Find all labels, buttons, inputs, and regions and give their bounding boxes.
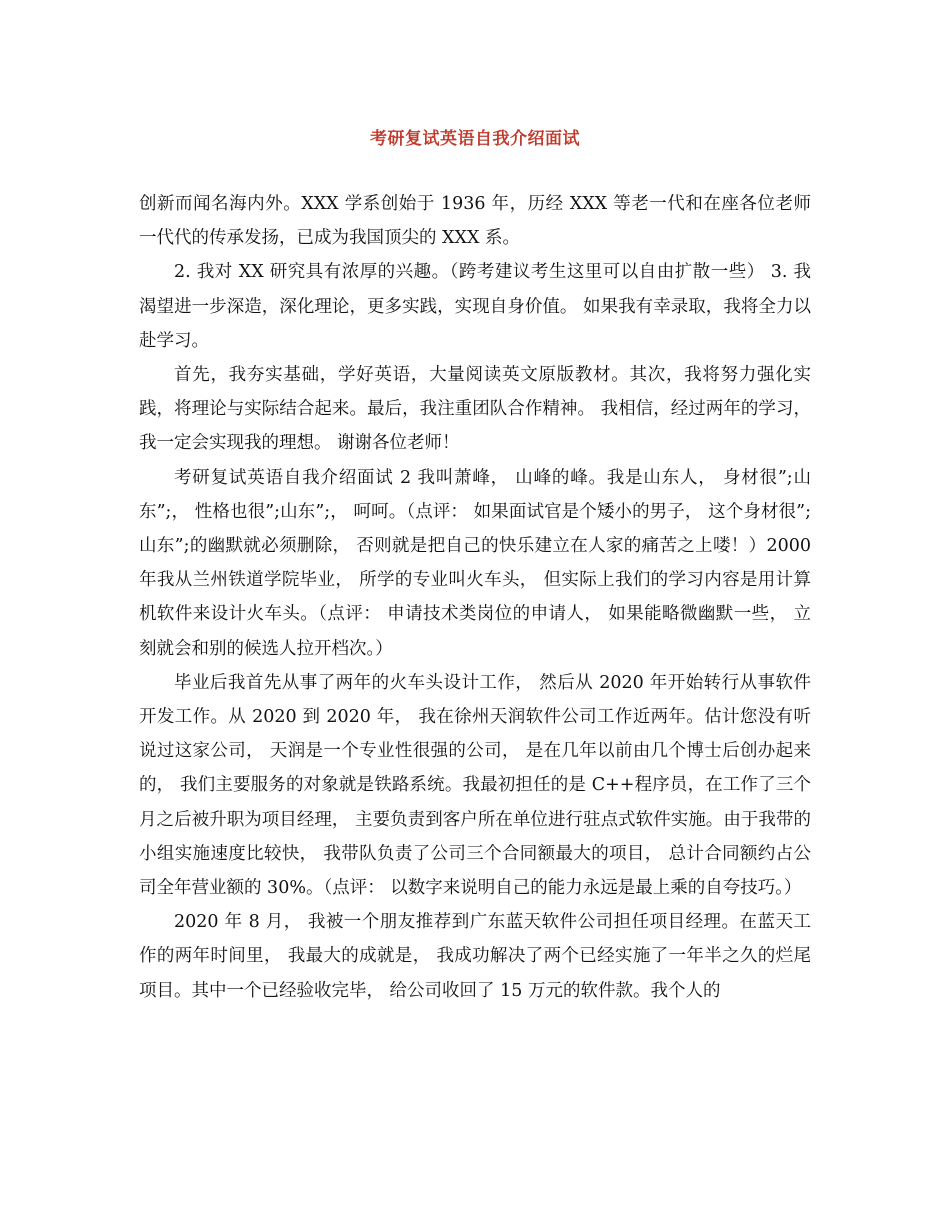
document-body (139, 187, 811, 1008)
paragraph-3: 首先，我夯实基础，学好英语，大量阅读英文原版教材。其次，我将努力强化实践，将理论与实际结合起来。最后，我注重团队合作精神。 我相信，经过两年的学习，我一定会实现我的理想。 谢谢各位老师！ (139, 365, 811, 454)
document-title: 考研复试英语自我介绍面试 (370, 129, 580, 149)
paragraph-5: 毕业后我首先从事了两年的火车头设计工作， 然后从 2020 年开始转行从事软件开发工作。从 2020 到 2020 年， 我在徐州天润软件公司工作近两年。估计您没有听说过这家公司， 天润是一个专业性很强的公司， 是在几年以前由几个博士后创办起来的， 我们主要服务的对象就是铁路系统。我最初担任的是 C++程序员，在工作了三个月之后被升职为项目经理， 主要负责到客户所在单位进行驻点式软件实施。由于我带的小组实施速度比较快， 我带队负责了公司三个合同额最大的项目， 总计合同额约占公司全年营业额的 30%。（点评： 以数字来说明自己的能力永远是最上乘的自夸技巧。） (139, 672, 811, 899)
paragraph-2: 2. 我对 XX 研究具有浓厚的兴趣。（跨考建议考生这里可以自由扩散一些） 3. 我渴望进一步深造，深化理论，更多实践，实现自身价值。 如果我有幸录取，我将全力以赴学习。 (139, 262, 811, 351)
paragraph-1: 创新而闻名海内外。XXX 学系创始于 1936 年，历经 XXX 等老一代和在座各位老师一代代的传承发扬，已成为我国顶尖的 XXX 系。 (139, 194, 811, 249)
paragraph-6: 2020 年 8 月， 我被一个朋友推荐到广东蓝天软件公司担任项目经理。在蓝天工作的两年时间里， 我最大的成就是， 我成功解决了两个已经实施了一年半之久的烂尾项目。其中一个已经验收完毕， 给公司收回了 15 万元的软件款。我个人的 (139, 912, 811, 1001)
paragraph-4: 考研复试英语自我介绍面试 2 我叫萧峰， 山峰的峰。我是山东人， 身材很”;山东”;， 性格也很”;山东”;， 呵呵。（点评： 如果面试官是个矮小的男子， 这个身材很”;山东”;的幽默就必须删除， 否则就是把自己的快乐建立在人家的痛苦之上喽！）2000 年我从兰州铁道学院毕业， 所学的专业叫火车头， 但实际上我们的学习内容是用计算机软件来设计火车头。（点评： 申请技术类岗位的申请人， 如果能略微幽默一些， 立刻就会和别的候选人拉开档次。） (139, 467, 811, 659)
